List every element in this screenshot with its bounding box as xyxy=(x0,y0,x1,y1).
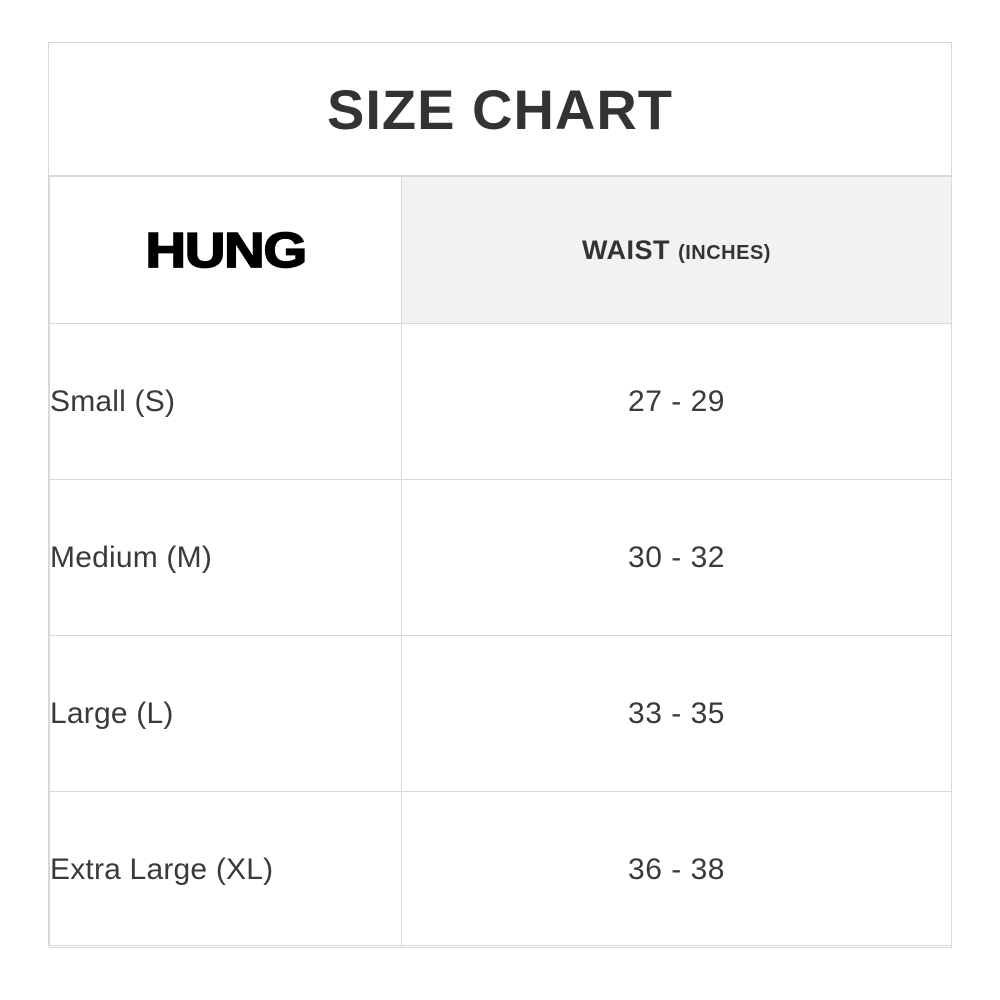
table-row xyxy=(50,480,952,636)
cell-waist: 27 - 29 xyxy=(402,324,952,480)
table-header-row xyxy=(50,177,952,324)
cell-size: Extra Large (XL) xyxy=(50,792,402,948)
cell-waist: 36 - 38 xyxy=(402,792,952,948)
chart-title-row xyxy=(49,43,951,176)
size-chart-container xyxy=(48,42,952,946)
table-row xyxy=(50,792,952,948)
column-header-waist-label: WAIST xyxy=(582,234,671,265)
page-title: SIZE CHART xyxy=(327,77,673,141)
cell-size: Medium (M) xyxy=(50,480,402,636)
table-row xyxy=(50,324,952,480)
size-chart-table xyxy=(49,176,952,948)
cell-size: Small (S) xyxy=(50,324,402,480)
cell-waist: 33 - 35 xyxy=(402,636,952,792)
column-header-waist-unit: (INCHES) xyxy=(678,241,771,264)
cell-size: Large (L) xyxy=(50,636,402,792)
brand-logo: HUNG xyxy=(145,222,306,278)
cell-waist: 30 - 32 xyxy=(402,480,952,636)
column-header-waist xyxy=(402,177,952,324)
brand-logo-cell xyxy=(50,177,402,324)
table-row xyxy=(50,636,952,792)
